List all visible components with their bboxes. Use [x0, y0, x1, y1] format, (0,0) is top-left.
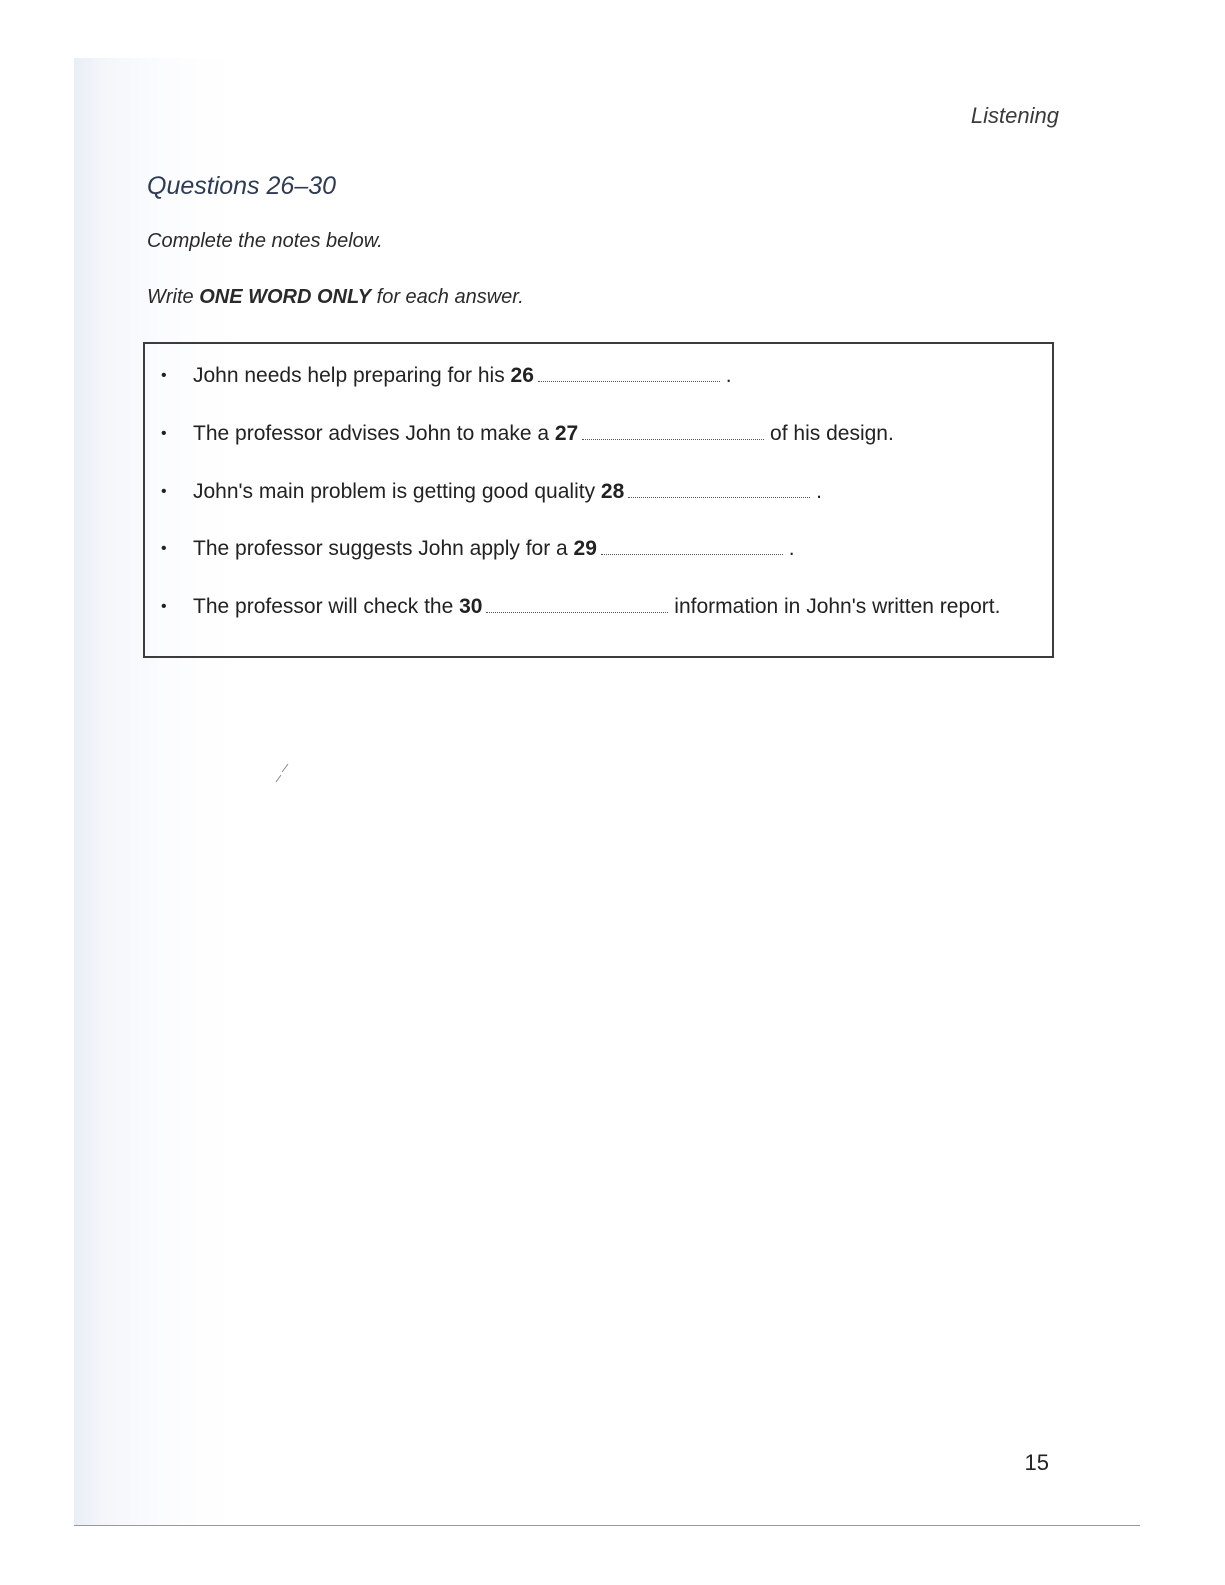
pen-mark-icon — [272, 762, 292, 784]
note-text-before: John's main problem is getting good quality — [193, 480, 601, 503]
bullet-icon: • — [161, 425, 167, 442]
question-number: 30 — [459, 595, 483, 618]
bullet-icon: • — [161, 367, 167, 384]
instruction-word-limit — [147, 286, 524, 309]
note-text-before: John needs help preparing for his — [193, 364, 511, 387]
instruction-word-limit-bold: ONE WORD ONLY — [199, 286, 372, 308]
page-bottom-divider — [74, 1525, 1140, 1526]
question-number: 26 — [510, 364, 534, 387]
answer-blank[interactable] — [628, 481, 810, 498]
question-number: 29 — [573, 537, 597, 560]
note-item — [161, 362, 1033, 390]
question-number: 27 — [554, 422, 579, 445]
section-label: Listening — [970, 103, 1059, 128]
note-item — [161, 593, 1033, 621]
note-text-before: The professor will check the — [193, 595, 460, 618]
note-text-after: . — [810, 480, 822, 503]
answer-blank[interactable] — [538, 365, 720, 382]
page-number: 15 — [1024, 1450, 1049, 1475]
bullet-icon: • — [161, 483, 167, 500]
instruction-complete-notes: Complete the notes below. — [147, 230, 383, 252]
bullet-icon: • — [161, 540, 167, 557]
note-text-after: . — [782, 537, 795, 560]
note-text-after: of his design. — [764, 422, 894, 445]
answer-blank[interactable] — [486, 596, 668, 613]
note-item — [161, 478, 1033, 506]
questions-heading: Questions 26–30 — [147, 172, 337, 200]
scan-shading — [74, 58, 1140, 1526]
note-item — [161, 535, 1033, 563]
instruction-word-limit-post: for each answer. — [371, 286, 524, 308]
answer-blank[interactable] — [601, 538, 783, 555]
bullet-icon: • — [161, 598, 167, 615]
notes-box — [143, 342, 1054, 658]
note-text-before: The professor advises John to make a — [193, 422, 555, 445]
answer-blank[interactable] — [582, 423, 764, 440]
note-text-after: information in John's written report. — [668, 595, 1001, 618]
instruction-word-limit-pre: Write — [147, 286, 200, 308]
note-item — [161, 420, 1033, 448]
note-text-after: . — [719, 364, 732, 387]
note-text-before: The professor suggests John apply for a — [193, 537, 574, 560]
question-number: 28 — [600, 480, 625, 503]
